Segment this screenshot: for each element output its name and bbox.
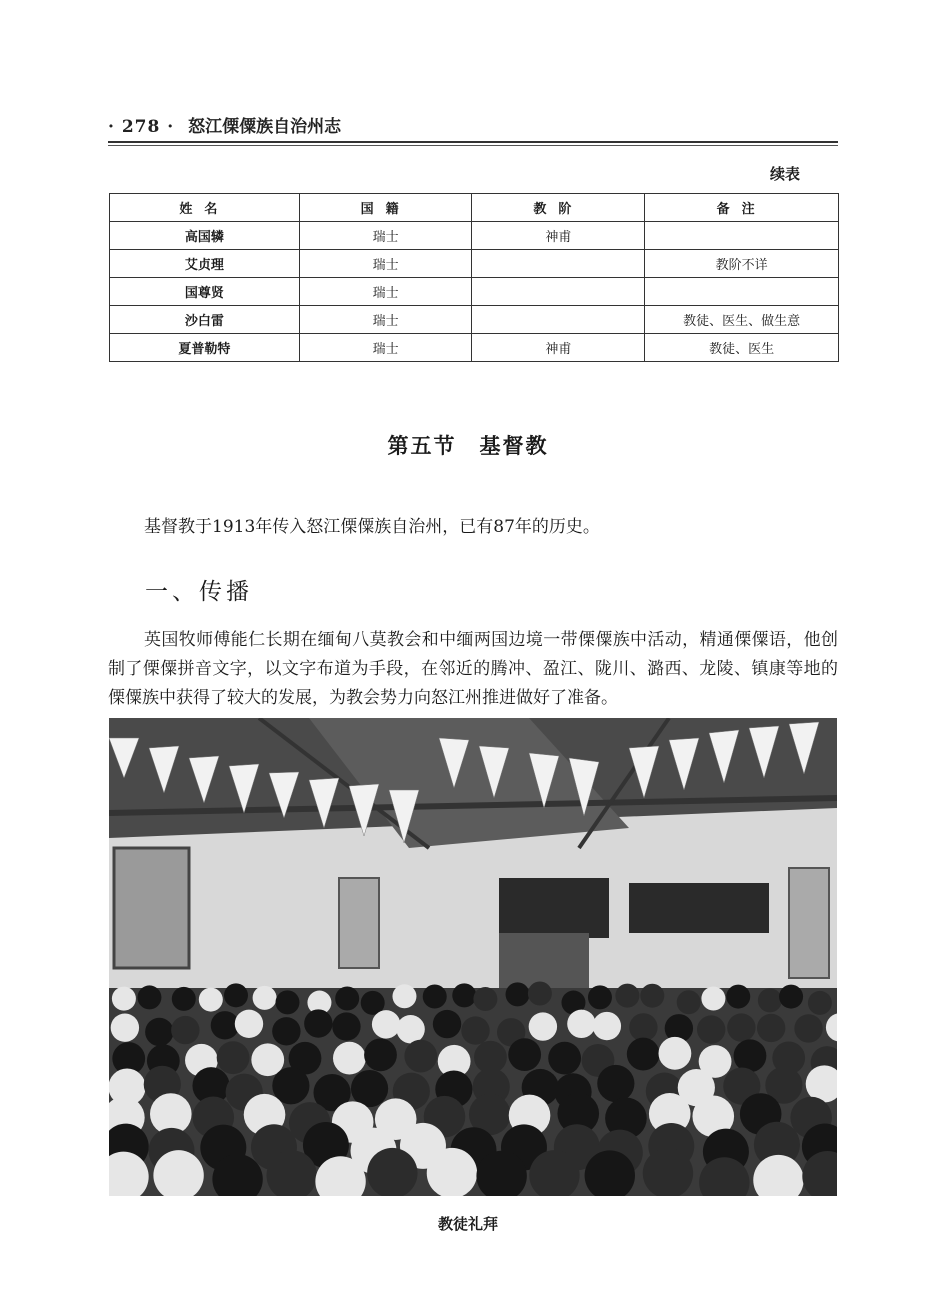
cell-rank: 神甫 — [472, 222, 645, 250]
cell-name: 高国辚 — [110, 222, 300, 250]
column-header-name: 姓名 — [110, 194, 300, 222]
cell-rank — [472, 306, 645, 334]
table-body — [110, 222, 839, 362]
cell-rank — [472, 278, 645, 306]
table-row — [110, 222, 839, 250]
table-continued-label: 续表 — [770, 165, 801, 183]
cell-note — [645, 222, 839, 250]
intro-paragraph: 基督教于1913年传入怒江傈僳族自治州，已有87年的历史。 — [144, 517, 600, 537]
cell-note: 教徒、医生、做生意 — [645, 306, 839, 334]
cell-note: 教徒、医生 — [645, 334, 839, 362]
section-title: 第五节 基督教 — [387, 433, 549, 458]
cell-nationality: 瑞士 — [299, 250, 472, 278]
table-row — [110, 278, 839, 306]
table-row — [110, 250, 839, 278]
cell-rank: 神甫 — [472, 334, 645, 362]
cell-name: 沙白雷 — [110, 306, 300, 334]
cell-nationality: 瑞士 — [299, 306, 472, 334]
missionary-table — [109, 193, 839, 362]
body-paragraph: 英国牧师傅能仁长期在缅甸八莫教会和中缅两国边境一带傈僳族中活动，精通傈僳语，他创制了傈僳拼音文字，以文字布道为手段，在邻近的腾冲、盈江、陇川、潞西、龙陵、镇康等地的傈僳族中获得了较大的发展，为教会势力向怒江州推进做好了准备。 — [108, 630, 838, 708]
table-row — [110, 334, 839, 362]
cell-note — [645, 278, 839, 306]
page-number: · 278 · — [108, 117, 175, 137]
table-row — [110, 306, 839, 334]
church-worship-photo — [109, 718, 837, 1196]
header-rule-thin — [108, 145, 838, 146]
cell-nationality: 瑞士 — [299, 278, 472, 306]
cell-name: 艾贞理 — [110, 250, 300, 278]
subsection-title: 一、传播 — [145, 579, 253, 605]
cell-nationality: 瑞士 — [299, 334, 472, 362]
photo-caption: 教徒礼拜 — [437, 1215, 498, 1233]
column-header-rank: 教阶 — [472, 194, 645, 222]
book-title: 怒江傈僳族自治州志 — [188, 117, 342, 137]
photo-illustration — [109, 718, 837, 1196]
running-header — [108, 112, 838, 137]
column-header-nationality: 国籍 — [299, 194, 472, 222]
column-header-note: 备注 — [645, 194, 839, 222]
cell-name: 夏普勒特 — [110, 334, 300, 362]
header-rule — [108, 141, 838, 143]
table-header-row — [110, 194, 839, 222]
cell-rank — [472, 250, 645, 278]
cell-note: 教阶不详 — [645, 250, 839, 278]
cell-name: 国尊贤 — [110, 278, 300, 306]
cell-nationality: 瑞士 — [299, 222, 472, 250]
